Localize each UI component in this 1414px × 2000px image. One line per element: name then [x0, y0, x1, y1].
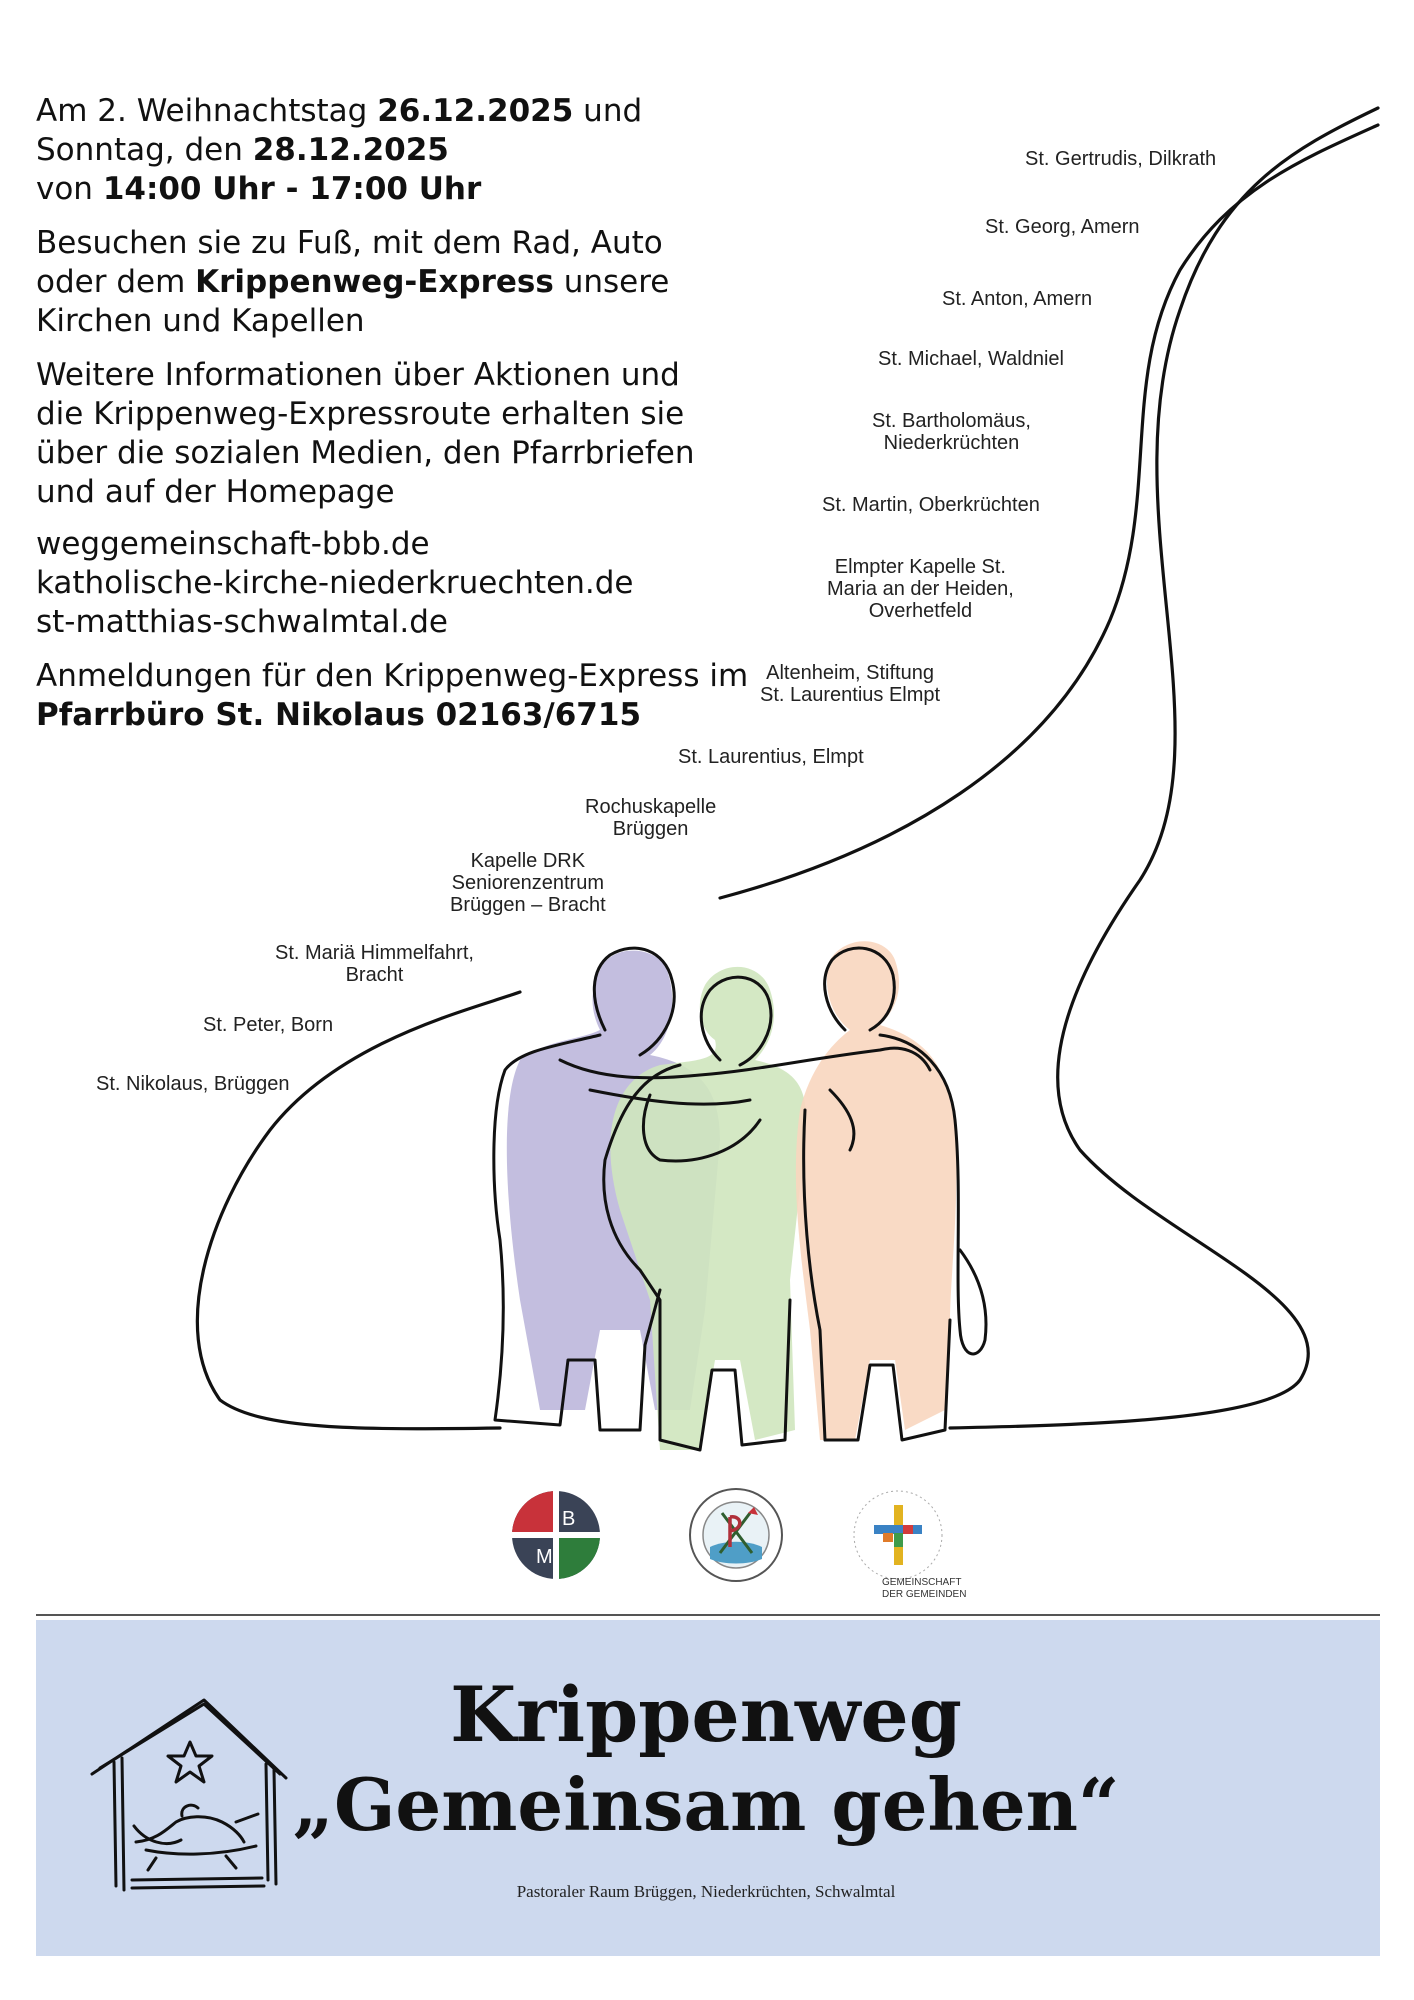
dates-line-3: von 14:00 Uhr - 17:00 Uhr [36, 171, 482, 207]
registration-line-2: Pfarrbüro St. Nikolaus 02163/6715 [36, 697, 642, 733]
parish-logo-cross [854, 1491, 966, 1600]
station-label: St. Gertrudis, Dilkrath [1025, 148, 1217, 170]
station-label: Altenheim, Stiftung St. Laurentius Elmpt [760, 662, 941, 706]
parish-logo-st-matthias [690, 1489, 782, 1581]
dates-line-1: Am 2. Weihnachtstag 26.12.2025 und [36, 93, 643, 129]
registration-line-1: Anmeldungen für den Krippenweg-Express im [36, 658, 749, 694]
dates-line-2: Sonntag, den 28.12.2025 [36, 132, 449, 168]
station-label: St. Martin, Oberkrüchten [822, 494, 1040, 516]
website-link[interactable]: weggemeinschaft-bbb.de [36, 526, 430, 562]
logo-letter-b: B [562, 1508, 576, 1530]
visit-paragraph: Besuchen sie zu Fuß, mit dem Rad, Auto oder dem Krippenweg-Express unsere Kirchen und Kapellen [36, 225, 670, 339]
parish-logo-bm [512, 1491, 600, 1579]
figures-group [494, 941, 986, 1450]
station-label: St. Michael, Waldniel [878, 348, 1064, 370]
station-label: Elmpter Kapelle St. Maria an der Heiden, Overhetfeld [827, 556, 1014, 622]
registration-info [36, 657, 748, 735]
station-label: St. Laurentius, Elmpt [678, 746, 864, 768]
station-label: St. Anton, Amern [942, 288, 1093, 310]
logo-cross-text-2: DER GEMEINDEN [882, 1589, 967, 1600]
station-label: Kapelle DRK Seniorenzentrum Brüggen – Bracht [450, 850, 606, 916]
banner-title-line-2: „Gemeinsam gehen“ [292, 1762, 1120, 1847]
banner-title-line-1: Krippenweg [450, 1670, 962, 1759]
website-link[interactable]: katholische-kirche-niederkruechten.de [36, 565, 634, 601]
station-label: St. Nikolaus, Brüggen [96, 1073, 290, 1095]
banner-subtitle: Pastoraler Raum Brüggen, Niederkrüchten, Schwalmtal [516, 1882, 896, 1901]
website-links [36, 525, 634, 642]
station-label: St. Bartholomäus, Niederkrüchten [872, 410, 1031, 454]
star-icon [168, 1742, 212, 1782]
logo-letter-m: M [536, 1546, 553, 1568]
website-link[interactable]: st-matthias-schwalmtal.de [36, 604, 448, 640]
event-dates [36, 92, 642, 209]
path-line-left [197, 992, 520, 1429]
more-info-paragraph: Weitere Informationen über Aktionen und die Krippenweg-Expressroute erhalten sie über die sozialen Medien, den Pfarrbriefen und auf der Homepage [36, 357, 695, 510]
path-line-right-inner [720, 125, 1378, 898]
station-label: St. Peter, Born [203, 1014, 334, 1036]
banner-divider [36, 1614, 1380, 1616]
station-label: St. Georg, Amern [985, 216, 1140, 238]
station-label: St. Mariä Himmelfahrt, Bracht [275, 942, 474, 986]
logo-cross-text-1: GEMEINSCHAFT [882, 1577, 962, 1588]
station-label: Rochuskapelle Brüggen [585, 796, 717, 840]
